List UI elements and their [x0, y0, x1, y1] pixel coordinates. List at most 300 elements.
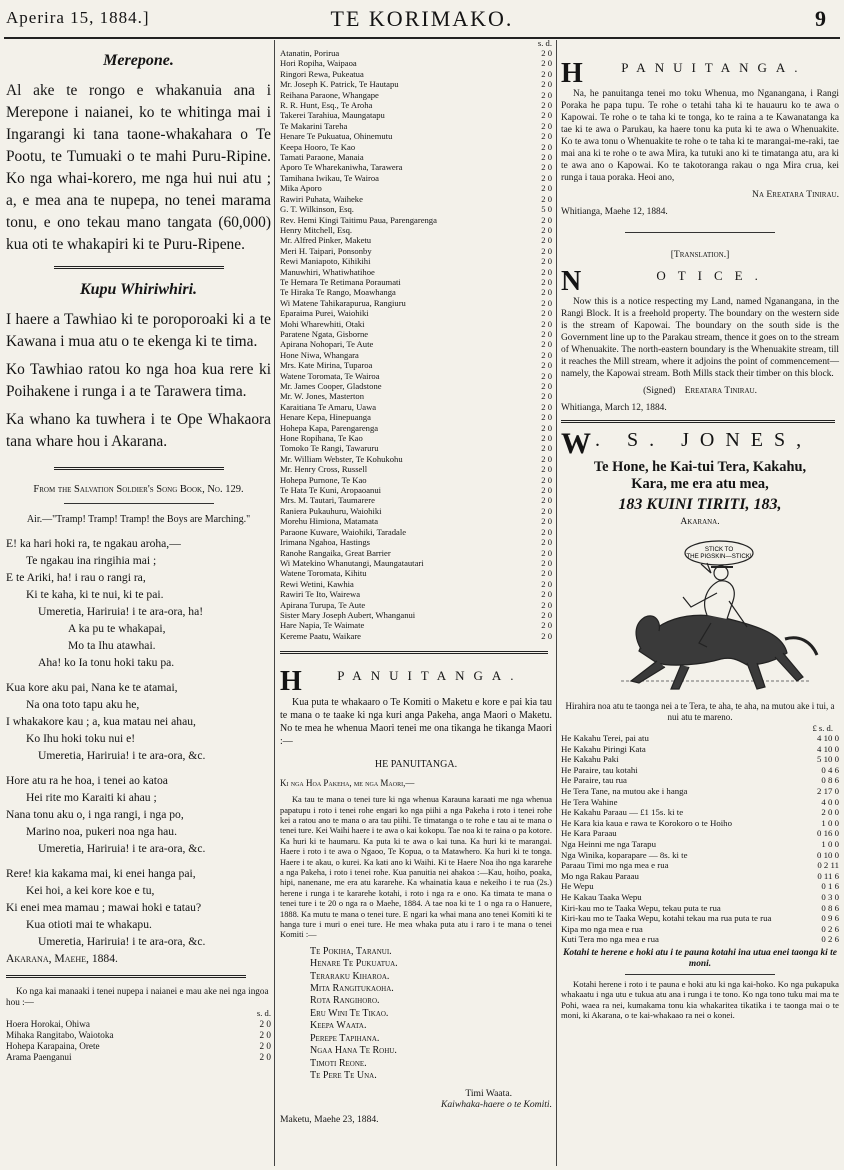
kupu-p3: Ka whano ka tuwhera i te Ope Whakaora tana whare hou i Akarana. [6, 411, 271, 450]
notice-heading-en [561, 266, 839, 297]
subscriber-row-name: Aporo Te Wharekaniwha, Tarawera [280, 162, 403, 173]
price-row-name: Mo nga Rakau Paraau [561, 870, 639, 881]
notice-heading [280, 666, 552, 698]
song-line: Umeretia, Hariruia! i te ara-ora, &c. [38, 842, 206, 855]
price-row-amount: 0 1 6 [821, 881, 839, 892]
price-row [561, 744, 839, 755]
saddle-illustration [561, 531, 839, 699]
notice-title-en: OTICE. [656, 268, 770, 283]
price-row [561, 828, 839, 839]
price-row-name: He Wepu [561, 881, 594, 892]
subscriber-row-name: Hone Ropihana, Te Kao [280, 433, 363, 444]
price-row [561, 871, 839, 882]
song-source: From the Salvation Soldier's Song Book, No. 129. [33, 484, 244, 495]
subscriber-row-amount: 2 0 [541, 89, 552, 100]
subscriber-row [280, 506, 552, 516]
subscriber-row-amount: 2 0 [541, 287, 552, 298]
subscriber-row-name: Tamati Paraone, Manaia [280, 152, 364, 163]
subscriber-row [280, 620, 552, 630]
subscriber-row-amount: 2 0 [541, 474, 552, 485]
subscriber-row [280, 215, 552, 225]
subscriber-row-name: Keepa Hooro, Te Kao [280, 141, 356, 152]
song [6, 535, 271, 967]
subscriber-row-name: Hohepa Karapaina, Orete [6, 1041, 100, 1051]
subscriber-row-amount: 2 0 [541, 630, 552, 641]
panui-body: Na, he panuitanga tenei mo toku Whenua, mo Nganangana, i Rangi Poraka he papa tupu. Te rohe o tetahi taha ki te hauauru ko te awa o Kapowai. Te rohe o te taha ki te tonga, ko te raina a te Kawanatanga ka tae ki te awa o Parukau, ka haere tonu ka puta ki te awa o Whenuakite. Ko te awa tonu o Whenuakite te rohe o te taha ki te marangai-me-raki, tae mai ana ki te rohe o te awa Mira, ka tutuki ano ki te timatanga atu, ara ki te awa ano o Kapowai. Ko te takotoranga rakau o nga Mira crua, kei runga i taua poraka. Heoi ano, [561, 89, 839, 183]
subscriber-row [280, 475, 552, 485]
merepone-body: Al ake te rongo e whakanuia ana i Merepone i naianei, ko te whitinga mai i Ingarangi ki tana taone-whakahara o Te Pootu, te Tumuaki o te mahi Puru-Ripine. Ko nga whai-korero, me nga hui nui atu ; a, e mea ana te nupepa, no tenei marama tonu, e ono tekau mano tangata (60,000) kua oti te whakapiri ki te Puru-Ripene. [6, 82, 271, 253]
subscriber-row-name: Mrs. M. Tautari, Taumarere [280, 495, 375, 506]
subscriber-row-amount: 2 0 [259, 1052, 271, 1062]
price-row-name: He Kara kia kaua e rawa te Korokoro o te Hoiho [561, 817, 732, 828]
price-row-name: He Kakahu Paraau — £1 15s. ki te [561, 807, 684, 818]
subscriber-row-amount: 2 0 [541, 308, 552, 319]
price-row-amount: 4 10 0 [817, 733, 839, 743]
shop-city: Akarana. [680, 516, 720, 527]
committee-member: Timoti Reone. [310, 1057, 367, 1069]
song-line: Marino noa, pukeri noa nga hau. [26, 825, 177, 838]
notice-body: Ka tau te mana o tenei ture ki nga whenua Karauna karaati me nga whenua papatupu i roto i tenei rohe engari ko nga piihi a nga Pakeha i roto i tenei rohe kei a ratou ano te mana o ara tau piihi. Te timatanga o te rohe e tau ai te mana o tenei ture. Kei Waihi haere i te awa o kai kokopu. Tae noa ki te raina o pa kotore. Ka huri ki te haumaru. Ka puta ki te awa o kai tuna. Ka huri ki te marangai. Haere i roto i te awa o Ngaoo, Te Kopua, o ta Matawhero. Ka huri ki te tonga. Haere i te akau, o kurei. Ka kati ano ki Waihi. Ki te Haere Noa iho nga kararehe a nga Pakeha, i roto i tenei rohe. Kua panuitia nei ahakoa :—Kau, hoiho, poaka, hipi, nanenane, me era atu kararehe. Ka whainatia kaua e nekeiho i te rua (2s.) herene i runga i te kararehe kotahi, i roto i nga ra e ono. Ka timata te mana o tenei ture i te 20 o nga ra o Maehe, 1884. A tae noa ki te 1 o nga ra o Hanuere, 1888. Ka mutu te mana o tenei ture. E ngari ka whai mana ano tenei Komiti ki te hanga ture i muri o enei ture. He mea whaka puta atu i raro i te mana o tenei Komiti :— [280, 795, 552, 940]
subscriber-row [280, 194, 552, 204]
subscriber-row-name: Hone Niwa, Whangara [280, 349, 359, 360]
subscriber-row-name: Meri H. Taipari, Ponsonby [280, 245, 372, 256]
subscriber-row-amount: 2 0 [541, 318, 552, 329]
subscriber-row-name: Paratene Ngata, Gisborne [280, 328, 369, 339]
song-line: I whakakore kau ; a, kua matau nei ahau, [6, 715, 196, 728]
column-divider-2 [556, 40, 557, 1166]
subscriber-row-name: Mika Aporo [280, 183, 322, 194]
subscriber-row-amount: 2 0 [541, 266, 552, 277]
price-row-amount: 2 0 0 [821, 807, 839, 818]
subscriber-row-amount: 2 0 [541, 79, 552, 90]
committee-member: Perepe Tapihana. [310, 1032, 380, 1044]
subscriber-row-name: Hare Napia, Te Waimate [280, 620, 365, 631]
notice-title: PANUITANGA. [337, 668, 523, 684]
kupu-title: Kupu Whiriwhiri. [79, 281, 198, 298]
subscriber-row [6, 1030, 271, 1041]
subscriber-row-name: Morehu Himiona, Matamata [280, 516, 379, 527]
song-line: E! ka hari hoki ra, te ngakau aroha,— [6, 537, 181, 550]
subscriber-row [280, 110, 552, 120]
drop-initial: H [561, 58, 583, 89]
subscriber-row-amount: 2 0 [259, 1030, 271, 1040]
price-row-amount: 5 10 0 [817, 754, 839, 765]
subscriber-row [6, 1019, 271, 1030]
notice-subheading: HE PANUITANGA. [374, 759, 458, 771]
subscriber-row-amount: 2 0 [541, 110, 552, 121]
subscriber-row-amount: 2 0 [541, 245, 552, 256]
subscriber-row-name: Rev. Hemi Kingi Taitimu Paua, Parengarenga [280, 214, 437, 225]
english-notice [561, 296, 839, 414]
subscriber-row [280, 600, 552, 610]
subscriber-row-name: Reihana Paraone, Whangape [280, 89, 379, 100]
committee-member: Eru Wini Te Tikao. [310, 1007, 389, 1019]
price-row-name: He Kakahu Terei, pai atu [561, 733, 649, 743]
committee-member: Teraraku Kiharoa. [310, 970, 390, 982]
price-row-amount: 0 16 0 [817, 828, 839, 839]
merepone-article [6, 80, 271, 256]
subscriber-row-name: Rawiri Te Ito, Wairewa [280, 589, 361, 600]
subscriber-list [280, 48, 552, 641]
subscriber-row [280, 495, 552, 505]
song-line: Kua kore aku pai, Nana ke te atamai, [6, 681, 178, 694]
committee-member: Keepa Waata. [310, 1020, 367, 1032]
subscriber-row [280, 100, 552, 110]
price-row-name: Kuti Tera mo nga mea e rua [561, 934, 659, 945]
subscriber-row-name: Henry Mitchell, Esq. [280, 224, 353, 235]
merepone-title: Merepone. [103, 52, 174, 69]
page-header [0, 0, 844, 38]
subscriber-row [280, 287, 552, 297]
subscriber-row-amount: 2 0 [541, 526, 552, 537]
price-row [561, 850, 839, 861]
divider [561, 420, 835, 423]
notice-place-en: Whitianga, March 12, 1884. [561, 403, 667, 413]
subscriber-row-amount: 2 0 [541, 568, 552, 579]
subscriber-row-name: Rawiri Puhata, Waiheke [280, 193, 363, 204]
price-row-name: Nga Heinni me nga Tarapu [561, 838, 656, 849]
subscriber-row-amount: 2 0 [541, 172, 552, 183]
committee-member: Te Pokiha, Taranui. [310, 945, 392, 957]
price-row-amount: 0 2 6 [821, 923, 839, 934]
subscriber-row-name: Hohepa Purnone, Te Kao [280, 474, 367, 485]
subscriber-row-name: Tomoko Te Rangi, Tawaruru [280, 443, 379, 454]
subscriber-row-name: Te Hemara Te Retimana Poraumati [280, 276, 401, 287]
price-row-name: He Kakau Taaka Wepu [561, 891, 642, 902]
subscriber-row-amount: 2 0 [541, 339, 552, 350]
subscriber-row-name: Eparaima Purei, Waiohiki [280, 308, 369, 319]
subscriber-row-name: Tamihana Iwikau, Te Wairoa [280, 172, 379, 183]
subscriber-row-amount: 2 0 [259, 1041, 271, 1051]
subscriber-row-amount: 2 0 [541, 547, 552, 558]
subscribers-intro: Ko nga kai manaaki i tenei nupepa i naianei e mau ake nei nga ingoa hou :— [6, 986, 269, 1007]
price-row [561, 924, 839, 935]
subscriber-row [280, 360, 552, 370]
subscriber-row-name: Mr. William Webster, Te Kohukohu [280, 453, 403, 464]
subscriber-row-name: Te Hiraka Te Rango, Moawhanga [280, 287, 396, 298]
subscriber-row-amount: 2 0 [541, 422, 552, 433]
subscriber-row-name: Mr. W. Jones, Masterton [280, 391, 365, 402]
subscriber-row [280, 277, 552, 287]
price-row [561, 881, 839, 892]
subscriber-row-name: Mrs. Kate Mirina, Tuparoa [280, 360, 373, 371]
subscriber-row-name: Mohi Wharewhiti, Otaki [280, 318, 365, 329]
subscriber-row-name: Mr. Joseph K. Patrick, Te Hautapu [280, 79, 399, 90]
subscriber-row [280, 391, 552, 401]
price-row-name: Nga Winika, koparapare — 8s. ki te [561, 849, 688, 860]
price-row-name: He Kara Paraau [561, 828, 617, 839]
subscriber-row-amount: 2 0 [541, 68, 552, 79]
newspaper-title: TE KORIMAKO. [330, 6, 514, 31]
price-row-amount: 0 10 0 [817, 849, 839, 860]
price-row [561, 775, 839, 786]
price-row [561, 765, 839, 776]
subscriber-row-name: Atanatin, Porirua [280, 48, 340, 58]
price-row [561, 934, 839, 945]
subscriber-row [280, 423, 552, 433]
subscriber-row [280, 58, 552, 68]
subscriber-row-amount: 2 0 [541, 589, 552, 600]
subscriber-row-name: Watene Toromata, Te Wairoa [280, 370, 380, 381]
panui-place: Whitianga, Maehe 12, 1884. [561, 207, 668, 217]
subscriber-row-name: Te Makarini Tareha [280, 120, 348, 131]
price-row-name: Kiri-kau mo te Taaka Wepu, tekau puta te rua [561, 902, 721, 913]
shop-line-1: Te Hone, he Kai-tui Tera, Kakahu, [593, 459, 807, 475]
subscriber-row-amount: 2 0 [541, 620, 552, 631]
subscriber-row-name: Karaitiana Te Amaru, Uawa [280, 401, 377, 412]
subscriber-row [280, 579, 552, 589]
subscriber-row [280, 527, 552, 537]
subscriber-row-amount: 2 0 [541, 48, 552, 58]
price-row-amount: 1 0 0 [821, 817, 839, 828]
subscriber-row [280, 433, 552, 443]
subscriber-row-amount: 2 0 [541, 100, 552, 111]
subscriber-row-amount: 2 0 [541, 360, 552, 371]
subscriber-row-name: Wi Matekino Whanutangi, Maungatautari [280, 557, 424, 568]
subscriber-row [280, 121, 552, 131]
subscriber-row [280, 454, 552, 464]
shop-footer: Kotahi herene i roto i te pauna e hoki atu ki nga kai-hoko. Ko nga pukapuka whakaatu i nga utu e tukua atu ana i runga i te tono. Ko nga tono tuku mai ma te Pohi, waea ra nei, kumakama tonu kia whakaritea tikatika i te taonga mai o te moni, ki Akarana, o te kai-whakaao ra nei o konei. [561, 978, 839, 1021]
subscriber-row-name: Wi Matene Tahikarapurua, Rangiuru [280, 297, 406, 308]
subscriber-row-name: Mr. James Cooper, Gladstone [280, 381, 382, 391]
page-number: 9 [815, 6, 826, 31]
subscriber-row [280, 381, 552, 391]
subscriber-row-amount: 2 0 [541, 443, 552, 454]
subscriber-row [280, 142, 552, 152]
subscriber-row-name: R. R. Hunt, Esq., Te Aroha [280, 100, 373, 111]
subscriber-row-name: Sister Mary Joseph Aubert, Whanganui [280, 609, 416, 620]
column-3 [561, 44, 839, 1166]
notice-intro: Kua puta te whakaaro o Te Komiti o Maketu e kore e pai kia tau te mana o te taake ki nga kuri anga Pakeha, anga Maori o Maketu. No te mea he whenua Maori tenei me ona tikanga he tikanga Maori :— [280, 697, 552, 748]
price-row-amount: 0 8 6 [821, 775, 839, 786]
price-row-name: Paraau Timi mo nga mea e rua [561, 860, 669, 871]
subscriber-row [280, 329, 552, 339]
panui-title: PANUITANGA. [621, 60, 807, 75]
price-row-amount: 0 2 11 [817, 860, 839, 871]
subscriber-row [280, 516, 552, 526]
subscriber-row-amount: 2 0 [541, 391, 552, 402]
subscriber-row [280, 267, 552, 277]
notice-body-en: Now this is a notice respecting my Land, named Nganangana, in the Rangi Block. It is a freehold property. The boundary on the western side is the stream of Kapowai. The boundary on the south side is the Government line up to the Parakau stream, thence it goes on to the stream of Whenuakite. The north-eastern boundary is the Whenuakite stream, till it reaches the Mill stream, where it adjoins the point of commencement—namely, the Kapowai stream. Both Mills stack their timber on this block. [561, 297, 839, 379]
price-unit: £ s. d. [812, 723, 833, 733]
subscriber-row [280, 298, 552, 308]
song-air: Air.—"Tramp! Tramp! Tramp! the Boys are Marching." [26, 514, 251, 525]
subscriber-row-amount: 2 0 [541, 328, 552, 339]
price-row [561, 754, 839, 765]
divider [54, 467, 224, 470]
price-row-name: Kipa mo nga mea e rua [561, 923, 643, 934]
song-line: Kua otioti mai te whakapu. [26, 918, 152, 931]
horse-rider-icon [561, 531, 839, 699]
shop-heading [561, 427, 839, 460]
subscriber-row-amount: 2 0 [541, 433, 552, 444]
speech-bubble-text: STICK TO THE PIGSKIN—STICK! [686, 546, 752, 560]
subscriber-row [280, 308, 552, 318]
secretary [280, 1088, 552, 1110]
divider [54, 266, 224, 269]
song-line: Rere! kia kakama mai, ki enei hanga pai, [6, 867, 196, 880]
song-line: Umeretia, Hariruia! i te ara-ora, ha! [38, 605, 204, 618]
subscriber-row-name: Raniera Pukauhuru, Waiohiki [280, 505, 382, 516]
price-row-name: He Tera Tane, na mutou ake i hanga [561, 785, 688, 796]
subscriber-row-name: Rewi Wetini, Kawhia [280, 578, 354, 589]
divider [625, 974, 775, 975]
price-row-amount: 0 4 6 [821, 764, 839, 775]
song-line: E te Ariki, ha! i rau o rangi ra, [6, 571, 146, 584]
subscriber-row-name: Rewi Maniapoto, Kihikihi [280, 256, 371, 267]
price-row-name: He Paraire, tau rua [561, 775, 627, 786]
notice-signature [561, 385, 839, 397]
drop-initial: N [561, 266, 582, 297]
subscriber-row-amount: 2 0 [541, 557, 552, 568]
subscriber-row [280, 183, 552, 193]
price-row-amount: 0 8 6 [821, 902, 839, 913]
song-line: Ko Ihu hoki toku nui e! [26, 732, 136, 745]
subscriber-row-amount: 2 0 [541, 235, 552, 246]
price-row [561, 733, 839, 744]
subscriber-row-amount: 2 0 [541, 464, 552, 475]
subscriber-row-name: Ringori Rewa, Pukeatua [280, 68, 364, 79]
subscriber-row [280, 79, 552, 89]
subscriber-row-name: Manuwhiri, Whatiwhatihoe [280, 266, 375, 277]
subscriber-row [280, 162, 552, 172]
price-row-amount: 0 2 6 [821, 934, 839, 945]
subscriber-row-amount: 2 0 [541, 131, 552, 142]
committee-member: Rota Rangihoro. [310, 995, 380, 1007]
price-row [561, 903, 839, 914]
subscriber-row [280, 173, 552, 183]
song-line: Umeretia, Hariruia! i te ara-ora, &c. [38, 749, 206, 762]
price-note: Kotahi te herene e hoki atu i te pauna kotahi ina utua enei taonga ki te moni. [563, 947, 837, 969]
price-row [561, 797, 839, 808]
price-row [561, 807, 839, 818]
subscriber-row-name: Ranohe Rangaika, Great Barrier [280, 547, 391, 558]
shop-name: . S. JONES, [595, 429, 813, 451]
subscriber-row [6, 1041, 271, 1052]
price-row [561, 913, 839, 924]
subscriber-row [280, 371, 552, 381]
price-row-amount: 0 11 6 [817, 870, 839, 881]
subscriber-row-amount: 2 0 [541, 349, 552, 360]
translation-label: [Translation.] [670, 249, 730, 260]
subscriber-row-name: Apirana Nohopari, Te Aute [280, 339, 374, 350]
subscriber-row-name: Hohepa Kapa, Parengarenga [280, 422, 379, 433]
price-row-name: He Kakahu Paki [561, 754, 619, 765]
subscriber-row-amount: 2 0 [541, 495, 552, 506]
song-line: Aha! ko Ia tonu hoki taku pa. [38, 656, 175, 669]
subscriber-row-amount: 2 0 [541, 256, 552, 267]
kupu-p1: I haere a Tawhiao ki te poroporoaki ki a te Kawana i mua atu o te ekenga ki te tima. [6, 311, 271, 350]
maketu-notice [280, 696, 552, 941]
subscriber-row-amount: 2 0 [541, 516, 552, 527]
subscriber-row-amount: 2 0 [541, 578, 552, 589]
song-line: Ki enei mea mamau ; mawai hoki e tatau? [6, 901, 202, 914]
subscriber-row [280, 69, 552, 79]
song-line: Na ona toto tapu aku he, [26, 698, 140, 711]
song-signoff: Akarana, Maehe, 1884. [6, 952, 118, 965]
subscriber-row-amount: 2 0 [541, 224, 552, 235]
column-2 [280, 38, 552, 1166]
subscriber-row [280, 412, 552, 422]
column-divider-1 [274, 40, 275, 1166]
price-row-name: He Kakahu Piringi Kata [561, 743, 646, 754]
subscriber-row-name: Irimana Ngahoa, Hastings [280, 537, 370, 548]
subscriber-row-amount: 2 0 [541, 276, 552, 287]
price-row-amount: 4 0 0 [821, 796, 839, 807]
subscriber-row-amount: 2 0 [541, 537, 552, 548]
price-row [561, 818, 839, 829]
song-line: Kei hoi, a kei kore koe e tu, [26, 884, 155, 897]
subscriber-row [280, 464, 552, 474]
subscriber-row-amount: 2 0 [541, 183, 552, 194]
subscriber-row [280, 631, 552, 641]
price-row-name: Kiri-kau mo te Taaka Wepu, kotahi tekau ma rua puta te rua [561, 913, 772, 924]
kupu-article [6, 309, 271, 453]
panui-notice [561, 88, 839, 218]
subscriber-row-name: Hori Ropiha, Waipaoa [280, 58, 357, 69]
subscriber-row-name: Hoera Horokai, Ohiwa [6, 1019, 90, 1029]
subscriber-row [280, 350, 552, 360]
song-line: Te ngakau ina ringihia mai ; [26, 554, 157, 567]
subscriber-row-amount: 2 0 [541, 453, 552, 464]
subscriber-row-name: Kereme Paatu, Waikare [280, 630, 361, 641]
song-line: A ka pu te whakapai, [68, 622, 166, 635]
price-row-name: He Tera Wahine [561, 796, 618, 807]
subscriber-row [6, 1052, 271, 1063]
subscriber-row [280, 256, 552, 266]
signed-label: (Signed) [643, 386, 676, 396]
committee-member: Ngaa Hana Te Rohu. [310, 1045, 397, 1057]
price-row-amount: 0 3 0 [821, 891, 839, 902]
divider [6, 975, 246, 978]
subscriber-row-amount: 2 0 [541, 152, 552, 163]
subscriber-row-name: Apirana Turupa, Te Aute [280, 599, 366, 610]
illustration-caption: Hirahira noa atu te taonga nei a te Tera, te aha, te aha, na mutou ake i tui, a nui atu te mareno. [565, 701, 835, 722]
committee-member: Te Pere Te Una. [310, 1069, 377, 1081]
subscriber-row-amount: 2 0 [541, 505, 552, 516]
subscriber-row-name: Henare Te Pukuatua, Ohinemutu [280, 131, 393, 142]
column-1 [6, 44, 271, 1166]
subscriber-row [280, 568, 552, 578]
price-row-name: He Paraire, tau kotahi [561, 764, 638, 775]
secretary-name: Timi Waata. [465, 1088, 512, 1100]
committee-member: Henare Te Pukuatua. [310, 958, 398, 970]
price-row [561, 892, 839, 903]
subscriber-row-name: Paraone Kuware, Waiohiki, Taradale [280, 526, 407, 537]
song-line: Umeretia, Hariruia! i te ara-ora, &c. [38, 935, 206, 948]
subscriber-row [280, 204, 552, 214]
subscriber-row-amount: 2 0 [541, 297, 552, 308]
drop-initial: H [280, 666, 302, 698]
divider [625, 232, 775, 233]
subscriber-row [280, 235, 552, 245]
subscriber-row-amount: 2 0 [541, 370, 552, 381]
subscriber-row [280, 339, 552, 349]
subscriber-row-amount: 2 0 [541, 401, 552, 412]
subscriber-row [280, 589, 552, 599]
price-list [561, 733, 839, 945]
divider [64, 503, 214, 504]
price-row-amount: 0 9 6 [821, 913, 839, 924]
subscriber-row-amount: 2 0 [541, 381, 552, 391]
amount-unit: s. d. [256, 1008, 271, 1018]
subscriber-row [280, 443, 552, 453]
divider [280, 651, 548, 654]
song-line: Hore atu ra he hoa, i tenei ao katoa [6, 774, 168, 787]
subscriber-row-name: Watene Toromata, Kihitu [280, 568, 367, 579]
subscriber-row-amount: 2 0 [541, 120, 552, 131]
drop-initial: W [561, 427, 591, 460]
